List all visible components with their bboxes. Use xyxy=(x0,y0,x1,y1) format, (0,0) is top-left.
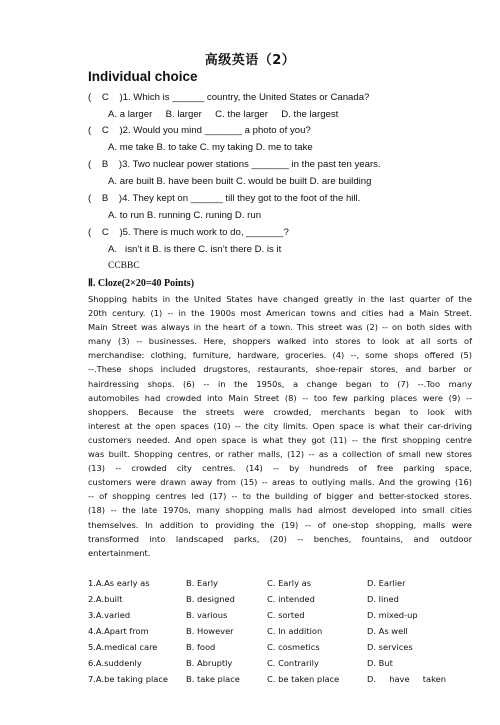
question-3-options: A. are built B. have been built C. would be built D. are building xyxy=(108,176,372,187)
passage-line: Main Street was always in the heart of a town. This street was (2) -- on both sides with xyxy=(88,322,472,333)
choice-d: D. mixed-up xyxy=(367,610,418,620)
passage-line: customers were drawn away from (15) -- areas to outlying malls. And the growing (16) xyxy=(88,477,472,488)
passage-line: --.These shops included drugstores, restaurants, shoe-repair stores, and barber or xyxy=(88,364,472,375)
choice-c: C. intended xyxy=(267,594,315,604)
choice-a: 7.A.be taking place xyxy=(88,674,169,684)
choice-a: 2.A.built xyxy=(88,594,123,604)
passage-line: themselves. In addition to providing the (19) -- of one-stop shopping, malls were xyxy=(88,519,472,530)
question-5-stem: ( C )5. There is much work to do, _______? xyxy=(88,227,289,238)
question-4-options: A. to run B. running C. runing D. run xyxy=(108,210,262,221)
choice-c: C. cosmetics xyxy=(267,642,320,652)
choice-row xyxy=(88,639,472,655)
passage-line: transformed into landscaped parks, (20) -- benches, fountains, and outdoor xyxy=(88,533,472,544)
choice-row xyxy=(88,655,472,671)
choice-row xyxy=(88,607,472,623)
choice-a: 1.A.As early as xyxy=(88,578,150,588)
section-heading-cloze: Ⅱ. Cloze(2×20=40 Points) xyxy=(88,278,195,289)
question-2-options: A. me take B. to take C. my taking D. me to take xyxy=(108,142,313,153)
choice-c: C. In addition xyxy=(267,626,323,636)
choice-b: B. food xyxy=(186,642,216,652)
answer-key: CCBBC xyxy=(108,261,140,271)
choice-b: B. various xyxy=(186,610,228,620)
question-5-options: A. isn’t it B. is there C. isn’t there D. is it xyxy=(108,244,282,255)
choice-b: B. Abruptly xyxy=(186,658,233,668)
choice-a: 6.A.suddenly xyxy=(88,658,142,668)
passage-line: shoppers. Because the streets were crowded, merchants began to look with xyxy=(88,406,472,417)
page-title: 高级英语（2） xyxy=(204,53,296,68)
passage-line: (18) -- the late 1970s, many shopping malls had almost developed into small cities xyxy=(88,505,472,516)
question-3-stem: ( B )3. Two nuclear power stations _______ in the past ten years. xyxy=(88,159,381,170)
passage-line: many (3) -- businesses. Here, shoppers walked into stores to look at all sorts of xyxy=(88,336,472,347)
choice-c: C. Early as xyxy=(267,578,312,588)
choice-a: 4.A.Apart from xyxy=(88,626,149,636)
passage-line: was built. Shopping centres, or rather malls, (12) -- as a collection of small new stores xyxy=(88,449,472,460)
question-2-stem: ( C )2. Would you mind _______ a photo of you? xyxy=(88,125,311,136)
choice-b: B. Early xyxy=(186,578,218,588)
question-1-stem: ( C )1. Which is ______ country, the United States or Canada? xyxy=(88,92,370,103)
choice-b: B. However xyxy=(186,626,234,636)
choice-d: D. Earlier xyxy=(367,578,406,588)
passage-line: (13) -- crowded city centres. (14) -- by hundreds of free parking space, xyxy=(88,463,472,474)
choice-d: D. services xyxy=(367,642,413,652)
choice-row xyxy=(88,671,472,687)
cloze-choices xyxy=(88,575,472,687)
choice-c: C. sorted xyxy=(267,610,305,620)
passage-line: merchandise: clothing, furniture, hardware, groceries. (4) --, some shops offered (5) xyxy=(88,350,472,361)
choice-d: D. lined xyxy=(367,594,399,604)
choice-a: 3.A.varied xyxy=(88,610,131,620)
choice-d: D. But xyxy=(367,658,393,668)
choice-d: D. As well xyxy=(367,626,408,636)
choice-c: C. Contrarily xyxy=(267,658,319,668)
choice-row xyxy=(88,591,472,607)
question-1-options: A. a larger B. larger C. the larger D. the largest xyxy=(108,109,339,120)
cloze-passage xyxy=(88,292,472,560)
section-heading-individual-choice: Individual choice xyxy=(88,69,198,84)
choice-a: 5.A.medical care xyxy=(88,642,158,652)
choice-d: D. have taken xyxy=(367,674,446,684)
passage-line: hairdressing shops. (6) -- in the 1950s, a change began to (7) --.Too many xyxy=(88,378,472,389)
question-4-stem: ( B )4. They kept on ______ till they got to the foot of the hill. xyxy=(88,193,361,204)
choice-row xyxy=(88,575,472,591)
passage-line: 20th century. (1) -- in the 1900s most American towns and cities had a Main Street. xyxy=(88,308,472,319)
passage-line: interest at the open spaces (10) -- the city limits. Open space is what their car-driving xyxy=(88,420,472,431)
choice-c: C. be taken place xyxy=(267,674,340,684)
choice-b: B. take place xyxy=(186,674,240,684)
passage-line: entertainment. xyxy=(88,547,151,558)
passage-line: customers needed. And open space is what they got (11) -- the first shopping centre xyxy=(88,434,472,445)
passage-line: automobiles had crowded into Main Street (8) -- too few parking places were (9) -- xyxy=(88,392,472,403)
passage-line: -- of shopping centres led (17) -- to the building of bigger and better-stocked stores. xyxy=(88,491,472,502)
choice-row xyxy=(88,623,472,639)
choice-b: B. designed xyxy=(186,594,235,604)
passage-line: Shopping habits in the United States have changed greatly in the last quarter of the xyxy=(88,294,472,304)
